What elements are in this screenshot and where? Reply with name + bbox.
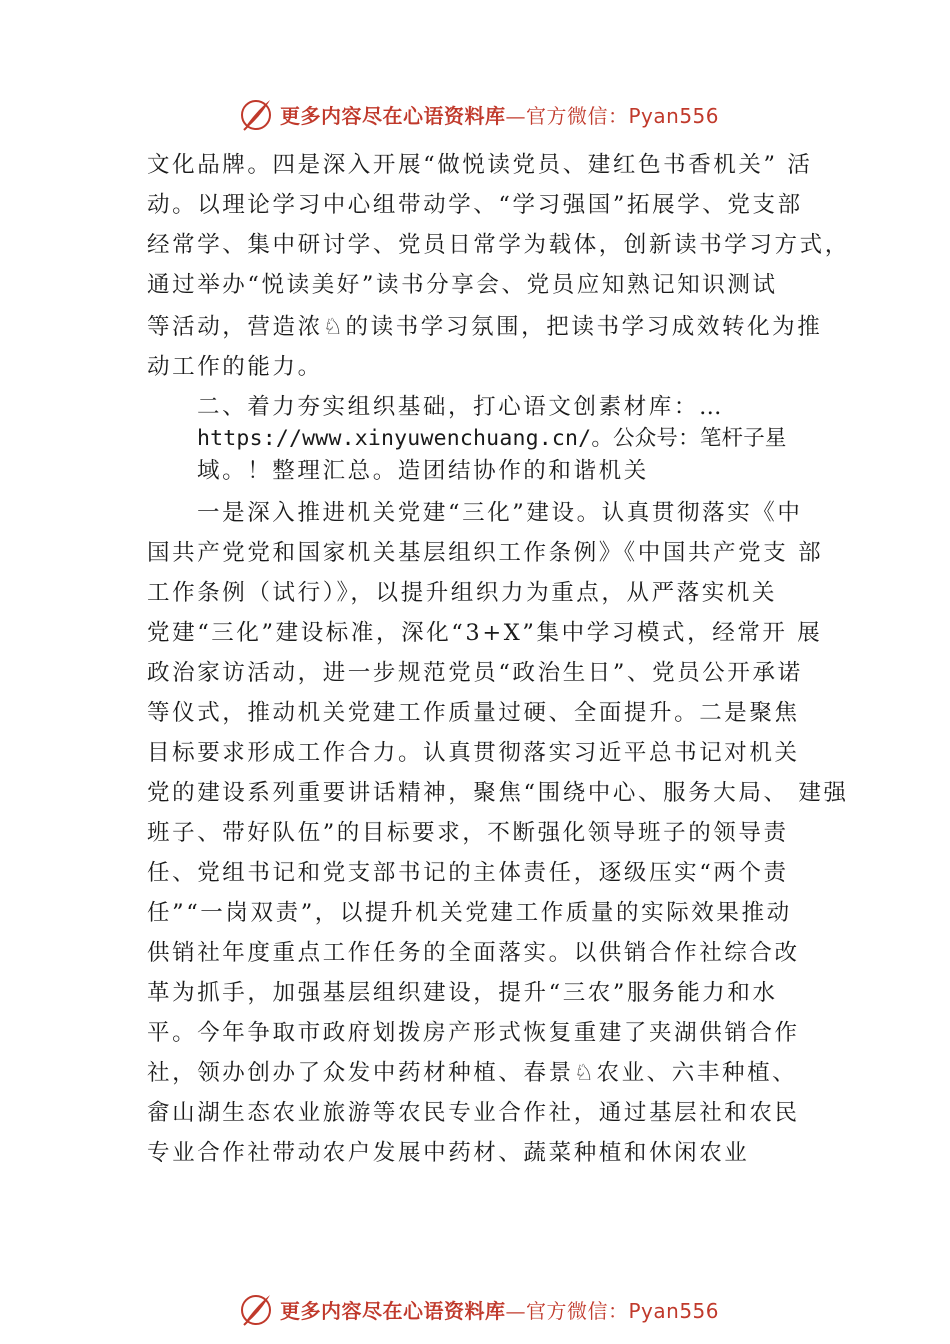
text-line: 社，领办创办了众发中药材种植、春景♘农业、六丰种植、 <box>147 1060 798 1086</box>
text-line: 任”“一岗双责”，以提升机关党建工作质量的实际效果推动 <box>147 900 792 926</box>
text-line: 目标要求形成工作合力。认真贯彻落实习近平总书记对机关 <box>147 740 800 766</box>
paragraph-start: 一是深入推进机关党建“三化”建设。认真贯彻落实《中 <box>197 500 803 526</box>
watermark-account: Pyan556 <box>628 1298 720 1323</box>
source-url-line: https://www.xinyuwenchuang.cn/。公众号：笔杆子星 <box>197 426 787 451</box>
section-heading: 二、着力夯实组织基础，打心语文创素材库：… <box>197 394 725 420</box>
watermark-banner-top <box>0 92 950 136</box>
text-line: 畲山湖生态农业旅游等农民专业合作社，通过基层社和农民 <box>147 1100 800 1126</box>
text-line: 动。以理论学习中心组带动学、“学习强国”拓展学、党支部 <box>147 192 803 218</box>
quill-logo-icon <box>238 96 274 132</box>
watermark-red-text: 更多内容尽在心语资料库 <box>280 103 506 128</box>
watermark-banner-bottom <box>0 1287 950 1331</box>
text-line: 政治家访活动，进一步规范党员“政治生日”、党员公开承诺 <box>147 660 803 686</box>
watermark-red-text: 更多内容尽在心语资料库 <box>280 1298 506 1323</box>
text-line: 动工作的能力。 <box>147 354 323 380</box>
text-line: 等活动，营造浓♘的读书学习氛围，把读书学习成效转化为推 <box>147 314 823 340</box>
text-line: 工作条例（试行）》，以提升组织力为重点，从严落实机关 <box>147 580 778 606</box>
text-line: 革为抓手，加强基层组织建设，提升“三农”服务能力和水 <box>147 980 778 1006</box>
text-line: 国共产党党和国家机关基层组织工作条例》《中国共产党支 部 <box>147 540 824 566</box>
quill-logo-icon <box>238 1291 274 1327</box>
watermark-rest-text: —官方微信： <box>505 1298 629 1323</box>
text-line: 通过举办“悦读美好”读书分享会、党员应知熟记知识测试 <box>147 272 778 298</box>
text-line: 文化品牌。四是深入开展“做悦读党员、建红色书香机关” 活 <box>147 152 813 178</box>
text-line: 班子、带好队伍”的目标要求，不断强化领导班子的领导责 <box>147 820 789 846</box>
text-line: 经常学、集中研讨学、党员日常学为载体，创新读书学习方式， <box>147 232 850 258</box>
text-line: 平。今年争取市政府划拨房产形式恢复重建了夹湖供销合作 <box>147 1020 800 1046</box>
watermark-account: Pyan556 <box>628 103 720 128</box>
text-line: 域。！整理汇总。造团结协作的和谐机关 <box>197 458 649 484</box>
text-line: 任、党组书记和党支部书记的主体责任，逐级压实“两个责 <box>147 860 789 886</box>
text-line: 党的建设系列重要讲话精神，聚焦“围绕中心、服务大局、 建强 <box>147 780 849 806</box>
text-line: 供销社年度重点工作任务的全面落实。以供销合作社综合改 <box>147 940 800 966</box>
watermark-rest-text: —官方微信： <box>505 103 629 128</box>
text-line: 党建“三化”建设标准，深化“3+X”集中学习模式，经常开 展 <box>147 620 823 646</box>
text-line: 等仪式，推动机关党建工作质量过硬、全面提升。二是聚焦 <box>147 700 800 726</box>
text-line: 专业合作社带动农户发展中药材、蔬菜种植和休闲农业 <box>147 1140 750 1166</box>
